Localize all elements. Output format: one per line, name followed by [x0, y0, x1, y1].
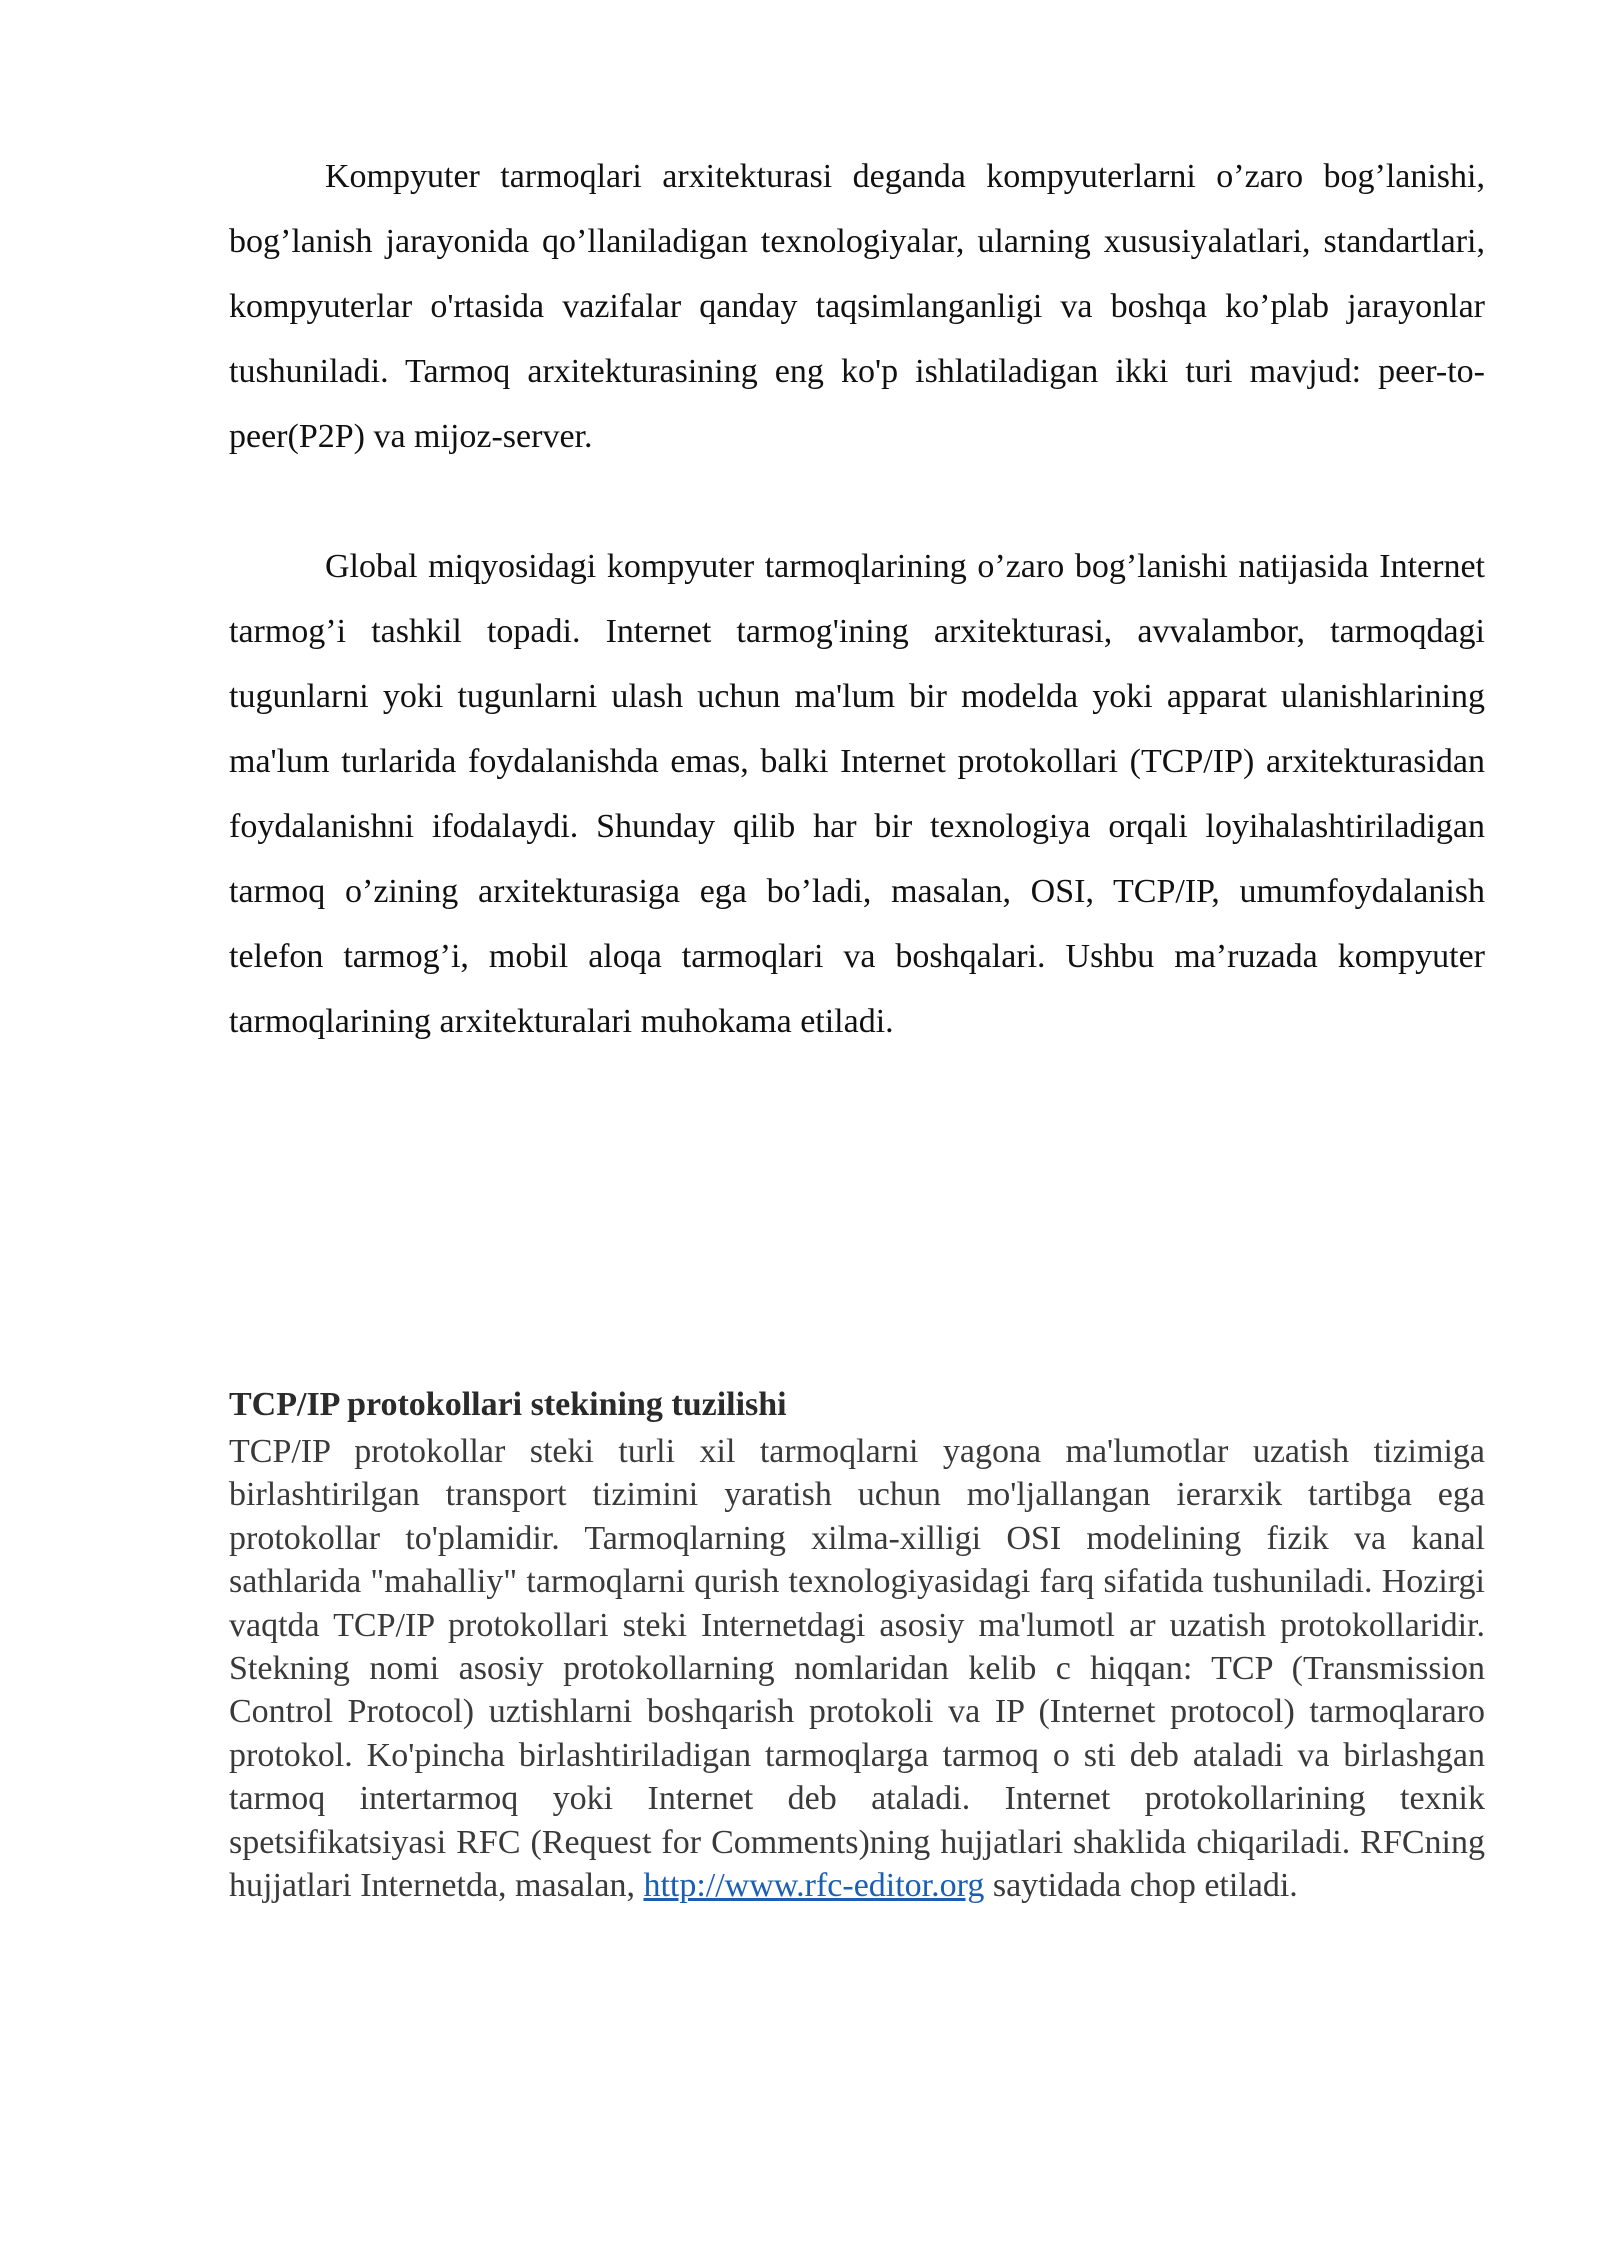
section-text-after-link: saytidada chop etiladi. [984, 1867, 1298, 1905]
section-paragraph [229, 1430, 1485, 1907]
paragraph-text: Global miqyosidagi kompyuter tarmoqlarining o’zaro bog’lanishi natijasida Internet tarmog’i tashkil topadi. Internet tarmog'ining arxitekturasi, avvalambor, tarmoqdagi tugunlarni yoki tugunlarni ulash uchun ma'lum bir modelda yoki apparat ulanishlarining ma'lum turlarida foydalanishda emas, balki Internet protokollari (TCP/IP) arxitekturasidan foydalanishni ifodalaydi. Shunday qilib har bir texnologiya orqali loyihalashtiriladigan tarmoq o’zining arxitekturasiga ega bo’ladi, masalan, OSI, TCP/IP, umumfoydalanish telefon tarmog’i, mobil aloqa tarmoqlari va boshqalari. Ushbu ma’ruzada kompyuter tarmoqlarining arxitekturalari muhokama etiladi. [229, 548, 1485, 1040]
section-heading: TCP/IP protokollari stekining tuzilishi [229, 1386, 787, 1423]
paragraph-internet-architecture [229, 534, 1485, 1054]
paragraph-text: Kompyuter tarmoqlari arxitekturasi deganda kompyuterlarni o’zaro bog’lanishi, bog’lanish jarayonida qo’llaniladigan texnologiyalar, ularning xususiyalatlari, standartlari, kompyuterlar o'rtasida vazifalar qanday taqsimlanganligi va boshqa ko’plab jarayonlar tushuniladi. Tarmoq arxitekturasining eng ko'p ishlatiladigan ikki turi mavjud: peer-to-peer(P2P) va mijoz-server. [229, 158, 1485, 455]
section-text-before-link: TCP/IP protokollar steki turli xil tarmoqlarni yagona ma'lumotlar uzatish tizimiga birlashtirilgan transport tizimini yaratish uchun mo'ljallangan ierarxik tartibga ega protokollar to'plamidir. Tarmoqlarning xilma-xilligi OSI modelining fizik va kanal sathlarida "mahalliy" tarmoqlarni qurish texnologiyasidagi farq sifatida tushuniladi. Hozirgi vaqtda TCP/IP protokollari steki Internetdagi asosiy ma'lumotl ar uzatish protokollaridir. Stekning nomi asosiy protokollarning nomlaridan kelib c hiqqan: TCP (Transmission Control Protocol) uztishlarni boshqarish protokoli va IP (Internet protocol) tarmoqlararo protokol. Ko'pincha birlashtiriladigan tarmoqlarga tarmoq o sti deb ataladi va birlashgan tarmoq intertarmoq yoki Internet deb ataladi. Internet protokollarining texnik spetsifikatsiyasi RFC (Request for Comments)ning hujjatlari shaklida chiqariladi. RFCning hujjatlari Internetda, masalan, [229, 1433, 1485, 1905]
rfc-editor-link[interactable]: http://www.rfc-editor.org [643, 1867, 985, 1905]
paragraph-architecture-definition [229, 144, 1485, 469]
